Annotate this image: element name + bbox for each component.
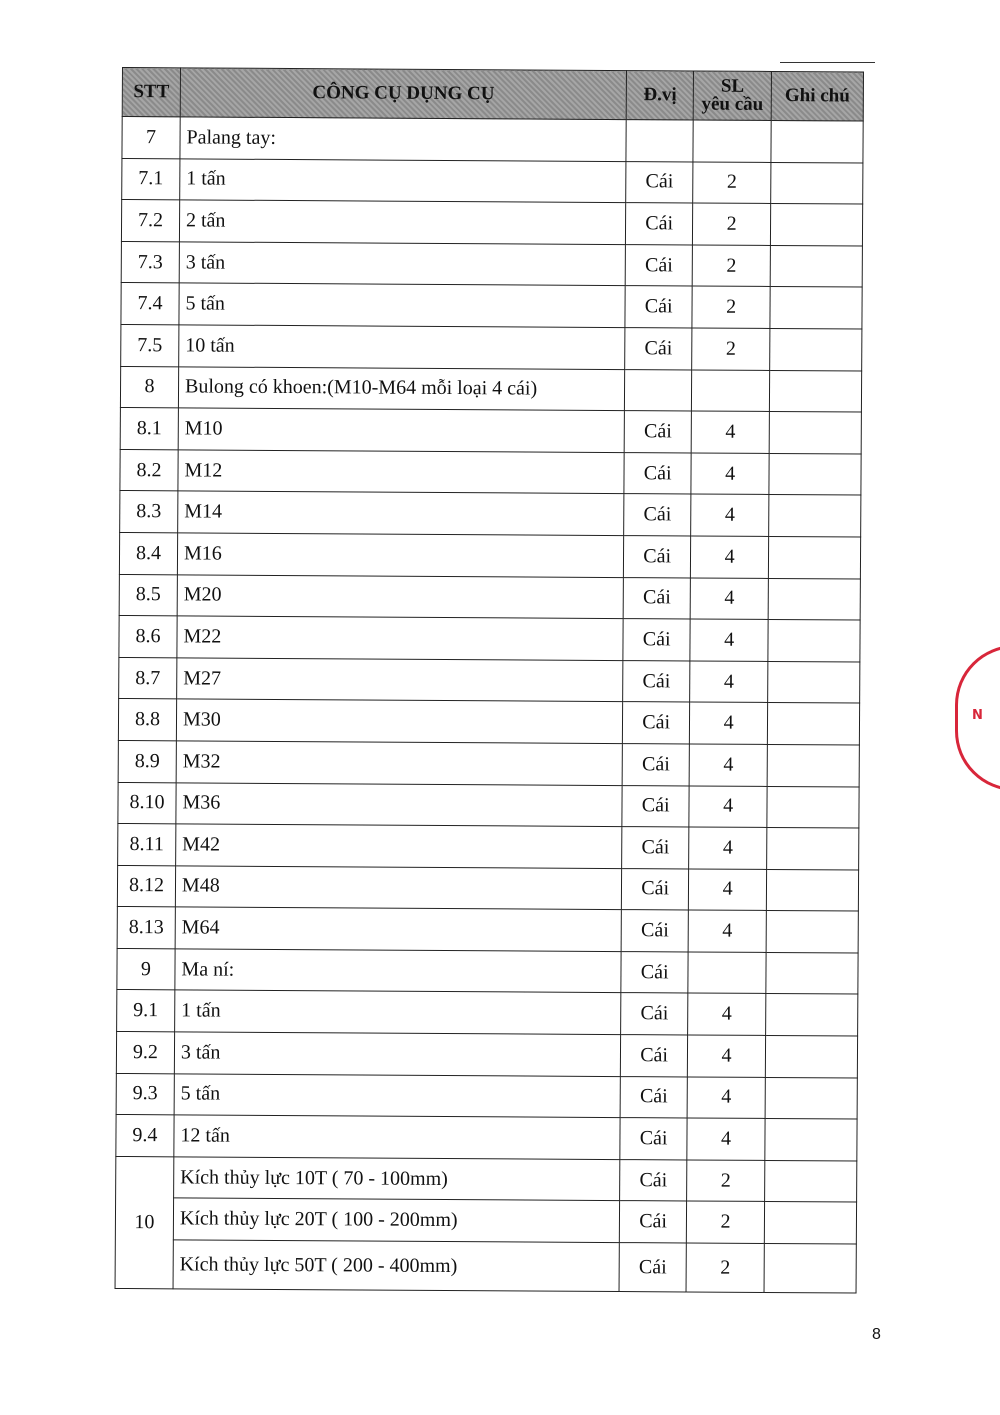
header-qty-line2: yêu cầu [701, 93, 764, 115]
page-number: 8 [872, 1326, 881, 1343]
qty-cell: 4 [689, 827, 767, 869]
qty-cell: 4 [690, 661, 768, 703]
qty-cell: 4 [688, 993, 766, 1035]
note-cell [767, 786, 859, 828]
note-cell [769, 453, 861, 495]
note-cell [770, 328, 862, 370]
unit-cell: Cái [619, 1243, 686, 1292]
header-qty-line1: SL [720, 75, 745, 97]
unit-cell: Cái [625, 286, 692, 328]
qty-cell [692, 370, 770, 412]
note-cell [769, 412, 861, 454]
note-cell [770, 287, 862, 329]
unit-cell: Cái [622, 868, 689, 910]
stt-cell: 9 [117, 948, 175, 990]
tool-name-cell: 10 tấn [179, 325, 625, 369]
note-cell [764, 1243, 856, 1293]
table-row [119, 657, 860, 703]
unit-cell [626, 120, 693, 162]
header-note: Ghi chú [771, 71, 863, 121]
table-row [117, 990, 858, 1036]
tool-name-cell: 12 tấn [174, 1115, 620, 1159]
table-row [118, 699, 859, 745]
tool-name-cell: Ma ní: [175, 949, 621, 993]
unit-cell: Cái [625, 328, 692, 370]
note-cell [771, 120, 863, 162]
table-row [119, 616, 860, 662]
note-cell [766, 911, 858, 953]
qty-cell: 4 [687, 1118, 765, 1160]
qty-cell: 2 [692, 286, 770, 328]
unit-cell: Cái [624, 494, 691, 536]
table-row [120, 491, 861, 537]
stt-cell: 8.2 [120, 449, 178, 491]
table-row [118, 824, 859, 870]
note-cell [765, 1077, 857, 1119]
stt-cell: 7.5 [121, 324, 179, 366]
tool-name-cell: Kích thủy lực 50T ( 200 - 400mm) [173, 1240, 620, 1292]
table-row [117, 907, 858, 953]
unit-cell: Cái [626, 161, 693, 203]
tools-table [115, 67, 864, 1294]
stt-cell: 9.3 [116, 1073, 174, 1115]
tool-name-cell: M10 [178, 408, 624, 452]
table-row [120, 408, 861, 454]
header-stt: STT [122, 68, 180, 117]
unit-cell: Cái [622, 827, 689, 869]
qty-cell: 2 [693, 203, 771, 245]
note-cell [768, 536, 860, 578]
unit-cell: Cái [624, 452, 691, 494]
qty-cell: 4 [691, 494, 769, 536]
red-stamp [955, 645, 1000, 791]
stt-cell: 7 [122, 117, 180, 159]
stt-cell: 9.4 [116, 1115, 174, 1157]
table-row [117, 948, 858, 994]
scan-line [780, 62, 875, 63]
tool-name-cell: 3 tấn [179, 242, 625, 286]
tool-name-cell: 5 tấn [174, 1073, 620, 1117]
note-cell [766, 994, 858, 1036]
header-tool: CÔNG CỤ DỤNG CỤ [180, 68, 627, 120]
unit-cell: Cái [621, 910, 688, 952]
table-row [118, 740, 859, 786]
note-cell [765, 1119, 857, 1161]
tool-name-cell: M22 [177, 616, 623, 660]
stt-cell: 8.11 [118, 824, 176, 866]
table-row [121, 200, 862, 246]
unit-cell: Cái [624, 411, 691, 453]
table-row [115, 1240, 856, 1294]
qty-cell: 2 [692, 328, 770, 370]
unit-cell: Cái [621, 951, 688, 993]
table-row [120, 366, 861, 412]
note-cell [768, 578, 860, 620]
note-cell [770, 245, 862, 287]
unit-cell: Cái [620, 1076, 687, 1118]
table-row [119, 574, 860, 620]
qty-cell [693, 120, 771, 162]
qty-cell: 2 [686, 1201, 764, 1243]
header-unit: Đ.vị [626, 71, 693, 120]
stt-cell: 8.12 [117, 865, 175, 907]
stt-cell: 8.7 [119, 657, 177, 699]
table-row [122, 158, 863, 204]
table-row [121, 324, 862, 370]
tool-name-cell: M32 [176, 741, 622, 785]
tool-name-cell: M14 [178, 491, 624, 535]
table-row [117, 865, 858, 911]
unit-cell: Cái [623, 660, 690, 702]
header-qty [693, 71, 771, 120]
table-row [121, 241, 862, 287]
qty-cell: 4 [691, 411, 769, 453]
note-cell [766, 869, 858, 911]
qty-cell: 4 [691, 453, 769, 495]
stt-cell: 8 [120, 366, 178, 408]
tool-name-cell: 3 tấn [174, 1032, 620, 1076]
header-row [122, 68, 863, 122]
qty-cell [688, 952, 766, 994]
qty-cell: 4 [687, 1077, 765, 1119]
tool-name-cell: M48 [175, 866, 621, 910]
note-cell [769, 495, 861, 537]
stt-cell: 7.4 [121, 283, 179, 325]
qty-cell: 2 [692, 245, 770, 287]
unit-cell: Cái [622, 743, 689, 785]
note-cell [765, 1036, 857, 1078]
qty-cell: 4 [690, 578, 768, 620]
table-row [115, 1198, 856, 1244]
tool-name-cell: 1 tấn [180, 158, 626, 202]
note-cell [767, 744, 859, 786]
note-cell [771, 204, 863, 246]
stt-cell: 9.1 [117, 990, 175, 1032]
stt-cell: 8.4 [119, 532, 177, 574]
stt-cell: 8.13 [117, 907, 175, 949]
tool-name-cell: M36 [176, 782, 622, 826]
tool-name-cell: Kích thủy lực 10T ( 70 - 100mm) [174, 1157, 620, 1201]
unit-cell: Cái [620, 1201, 687, 1243]
qty-cell: 4 [691, 536, 769, 578]
tool-name-cell: M30 [176, 699, 622, 743]
tool-name-cell: M27 [177, 658, 623, 702]
unit-cell: Cái [623, 619, 690, 661]
table-row [122, 117, 863, 163]
table-row [118, 782, 859, 828]
qty-cell: 2 [687, 1160, 765, 1202]
tool-name-cell: 1 tấn [175, 990, 621, 1034]
unit-cell: Cái [621, 1035, 688, 1077]
table-row [116, 1032, 857, 1078]
qty-cell: 2 [693, 162, 771, 204]
qty-cell: 4 [690, 619, 768, 661]
note-cell [771, 162, 863, 204]
stt-cell: 8.3 [120, 491, 178, 533]
stt-cell: 7.1 [122, 158, 180, 200]
tool-name-cell: 2 tấn [179, 200, 625, 244]
unit-cell: Cái [623, 577, 690, 619]
table-row [119, 532, 860, 578]
stt-cell: 10 [115, 1156, 174, 1289]
stt-cell: 8.9 [118, 740, 176, 782]
unit-cell: Cái [625, 244, 692, 286]
qty-cell: 4 [690, 702, 768, 744]
table-row [120, 449, 861, 495]
note-cell [769, 370, 861, 412]
qty-cell: 4 [687, 1035, 765, 1077]
stamp-text: N [972, 708, 983, 723]
note-cell [767, 703, 859, 745]
unit-cell: Cái [622, 785, 689, 827]
tool-name-cell: Kích thủy lực 20T ( 100 - 200mm) [173, 1198, 619, 1242]
qty-cell: 4 [688, 910, 766, 952]
table-row [116, 1073, 857, 1119]
table-row [116, 1115, 857, 1161]
qty-cell: 4 [689, 785, 767, 827]
stt-cell: 8.10 [118, 782, 176, 824]
table-row [121, 283, 862, 329]
note-cell [764, 1202, 856, 1244]
stt-cell: 7.2 [121, 200, 179, 242]
tool-name-cell: M12 [178, 450, 624, 494]
tool-name-cell: Palang tay: [180, 117, 626, 161]
qty-cell: 4 [689, 744, 767, 786]
stt-cell: 8.6 [119, 616, 177, 658]
unit-cell: Cái [621, 993, 688, 1035]
stt-cell: 7.3 [121, 241, 179, 283]
tool-name-cell: Bulong có khoen:(M10-M64 mỗi loại 4 cái) [178, 366, 624, 410]
unit-cell: Cái [626, 203, 693, 245]
unit-cell: Cái [620, 1159, 687, 1201]
unit-cell: Cái [624, 536, 691, 578]
stt-cell: 8.1 [120, 408, 178, 450]
note-cell [768, 661, 860, 703]
note-cell [768, 620, 860, 662]
tool-name-cell: M42 [176, 824, 622, 868]
qty-cell: 4 [689, 869, 767, 911]
note-cell [766, 952, 858, 994]
stt-cell: 8.5 [119, 574, 177, 616]
table-row [116, 1156, 857, 1202]
tool-name-cell: 5 tấn [179, 283, 625, 327]
tool-name-cell: M20 [177, 574, 623, 618]
tool-name-cell: M16 [177, 533, 623, 577]
note-cell [767, 828, 859, 870]
unit-cell: Cái [620, 1118, 687, 1160]
unit-cell: Cái [623, 702, 690, 744]
qty-cell: 2 [686, 1243, 764, 1292]
stt-cell: 9.2 [116, 1032, 174, 1074]
tool-name-cell: M64 [175, 907, 621, 951]
stt-cell: 8.8 [118, 699, 176, 741]
unit-cell [625, 369, 692, 411]
note-cell [765, 1160, 857, 1202]
